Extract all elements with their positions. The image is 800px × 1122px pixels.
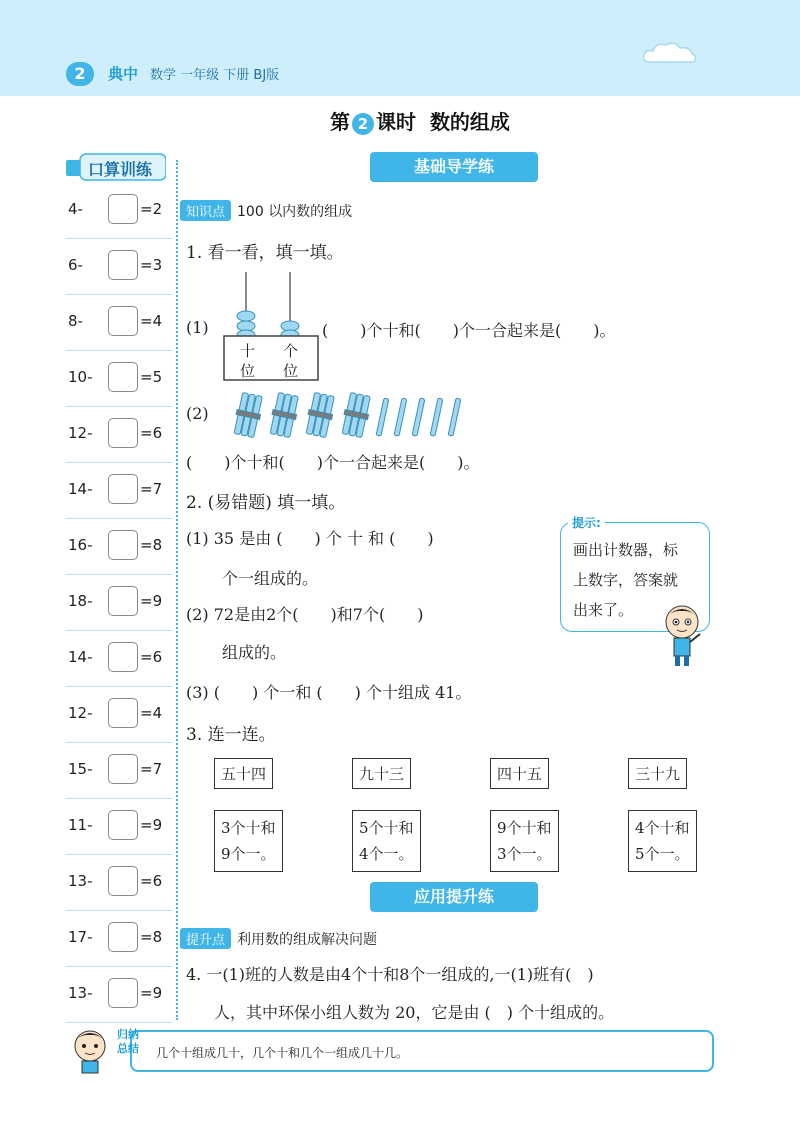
abacus-tens-char1: 十 — [240, 342, 256, 360]
answer-box[interactable] — [108, 362, 138, 392]
oral-right: =2 — [140, 200, 163, 218]
oral-right: =7 — [140, 760, 163, 778]
oral-training-label: 口算训练 — [88, 160, 153, 179]
q4-line1: 4. 一(1)班的人数是由4个十和8个一组成的,一(1)班有( ) — [186, 965, 594, 984]
q1-2-text: ( )个十和( )个一合起来是( )。 — [186, 453, 480, 472]
oral-row — [66, 462, 172, 519]
oral-right: =4 — [140, 704, 163, 722]
q2-2-line2: 组成的。 — [222, 643, 287, 662]
improvement-point — [180, 928, 377, 949]
oral-row — [66, 294, 172, 351]
question-1-title: 1. 看一看，填一填。 — [186, 243, 344, 263]
column-divider — [176, 160, 178, 1020]
oral-right: =6 — [140, 424, 163, 442]
answer-box[interactable] — [108, 418, 138, 448]
knowledge-point — [180, 200, 352, 221]
oral-right: =6 — [140, 648, 163, 666]
oral-right: =8 — [140, 928, 163, 946]
composition-line1: 3个十和 — [221, 819, 276, 837]
improvement-topic: 利用数的组成解决问题 — [237, 932, 378, 948]
oral-row — [66, 406, 172, 463]
oral-row — [66, 518, 172, 575]
hint-line3: 出来了。 — [573, 601, 634, 619]
answer-box[interactable] — [108, 474, 138, 504]
q2-3: (3) ( ) 个一和 ( ) 个十组成 41。 — [186, 683, 472, 702]
oral-left: 10- — [68, 368, 93, 386]
oral-left: 6- — [68, 256, 83, 274]
match-number-word[interactable]: 四十五 — [490, 758, 549, 789]
knowledge-topic: 100 以内数的组成 — [237, 204, 353, 220]
abacus-illustration — [222, 272, 320, 382]
oral-left: 13- — [68, 872, 93, 890]
oral-row — [66, 910, 172, 967]
match-number-word[interactable]: 三十九 — [628, 758, 687, 789]
lesson-suffix: 课时 — [376, 110, 416, 134]
answer-box[interactable] — [108, 754, 138, 784]
oral-left: 12- — [68, 424, 93, 442]
composition-line1: 9个十和 — [497, 819, 552, 837]
oral-left: 12- — [68, 704, 93, 722]
hint-line1: 画出计数器，标 — [573, 541, 679, 559]
oral-left: 18- — [68, 592, 93, 610]
oral-left: 14- — [68, 480, 93, 498]
oral-right: =9 — [140, 816, 163, 834]
hint-line2: 上数字，答案就 — [573, 571, 679, 589]
oral-right: =9 — [140, 592, 163, 610]
q1-1-label: (1) — [186, 318, 209, 337]
oral-row — [66, 966, 172, 1023]
oral-left: 11- — [68, 816, 93, 834]
oral-right: =8 — [140, 536, 163, 554]
boy-mascot-icon — [660, 602, 706, 668]
answer-box[interactable] — [108, 250, 138, 280]
oral-right: =6 — [140, 872, 163, 890]
oral-training-title — [66, 152, 166, 182]
oral-row — [66, 238, 172, 295]
oral-left: 17- — [68, 928, 93, 946]
answer-box[interactable] — [108, 978, 138, 1008]
hint-label: 提示: — [568, 514, 605, 531]
header-wave-decoration — [0, 84, 800, 98]
composition-line2: 5个一。 — [635, 845, 690, 863]
oral-row — [66, 350, 172, 407]
oral-right: =7 — [140, 480, 163, 498]
oral-left: 15- — [68, 760, 93, 778]
section-banner-apply: 应用提升练 — [370, 882, 538, 912]
answer-box[interactable] — [108, 922, 138, 952]
oral-left: 4- — [68, 200, 83, 218]
section-banner-basic: 基础导学练 — [370, 152, 538, 182]
abacus-ones-char2: 位 — [283, 362, 299, 380]
lesson-prefix: 第 — [330, 110, 350, 134]
cloud-icon — [640, 38, 700, 68]
match-composition[interactable] — [352, 810, 421, 872]
q4-line2: 人，其中环保小组人数为 20，它是由 ( ) 个十组成的。 — [214, 1003, 615, 1022]
composition-line2: 9个一。 — [221, 845, 276, 863]
oral-left: 16- — [68, 536, 93, 554]
brand-logo: 典中 — [108, 65, 139, 83]
oral-left: 14- — [68, 648, 93, 666]
answer-box[interactable] — [108, 642, 138, 672]
composition-line2: 4个一。 — [359, 845, 414, 863]
oral-row — [66, 854, 172, 911]
abacus-tens-char2: 位 — [240, 362, 256, 380]
composition-line1: 5个十和 — [359, 819, 414, 837]
oral-left: 13- — [68, 984, 93, 1002]
stick-bundles-illustration — [230, 392, 480, 442]
oral-left: 8- — [68, 312, 83, 330]
composition-line1: 4个十和 — [635, 819, 690, 837]
question-3-title: 3. 连一连。 — [186, 725, 276, 745]
q2-1-line1: (1) 35 是由 ( ) 个 十 和 ( ) — [186, 529, 434, 548]
match-composition[interactable] — [214, 810, 283, 872]
answer-box[interactable] — [108, 586, 138, 616]
summary-text: 几个十组成几十，几个十和几个一组成几十几。 — [156, 1046, 409, 1060]
knowledge-tag: 知识点 — [180, 200, 231, 221]
oral-row — [66, 182, 172, 239]
match-composition[interactable] — [628, 810, 697, 872]
lesson-title — [330, 106, 510, 135]
improvement-tag: 提升点 — [180, 928, 231, 949]
oral-row — [66, 742, 172, 799]
q1-1-text: ( )个十和( )个一合起来是( )。 — [322, 321, 616, 340]
match-number-word[interactable]: 九十三 — [352, 758, 411, 789]
oral-row — [66, 574, 172, 631]
oral-row — [66, 798, 172, 855]
summary-label — [108, 1028, 148, 1072]
answer-box[interactable] — [108, 866, 138, 896]
oral-right: =5 — [140, 368, 163, 386]
answer-box[interactable] — [108, 530, 138, 560]
lesson-topic: 数的组成 — [429, 110, 510, 134]
oral-right: =9 — [140, 984, 163, 1002]
composition-line2: 3个一。 — [497, 845, 552, 863]
summary-label-2: 总结 — [117, 1042, 139, 1055]
q1-2-label: (2) — [186, 404, 209, 423]
oral-right: =4 — [140, 312, 163, 330]
answer-box[interactable] — [108, 810, 138, 840]
q2-1-line2: 个一组成的。 — [222, 569, 319, 588]
page-number: 2 — [66, 62, 94, 86]
abacus-ones-char1: 个 — [283, 342, 299, 360]
oral-right: =3 — [140, 256, 163, 274]
book-title: 数学 一年级 下册 BJ版 — [150, 68, 280, 83]
answer-box[interactable] — [108, 698, 138, 728]
oral-row — [66, 630, 172, 687]
q2-2-line1: (2) 72是由2个( )和7个( ) — [186, 605, 424, 624]
answer-box[interactable] — [108, 306, 138, 336]
summary-label-1: 归纳 — [117, 1028, 139, 1041]
question-2-title: 2. (易错题) 填一填。 — [186, 493, 346, 513]
oral-row — [66, 686, 172, 743]
lesson-number: 2 — [352, 113, 374, 135]
boy-face-icon — [70, 1026, 110, 1074]
answer-box[interactable] — [108, 194, 138, 224]
match-composition[interactable] — [490, 810, 559, 872]
match-number-word[interactable]: 五十四 — [214, 758, 273, 789]
